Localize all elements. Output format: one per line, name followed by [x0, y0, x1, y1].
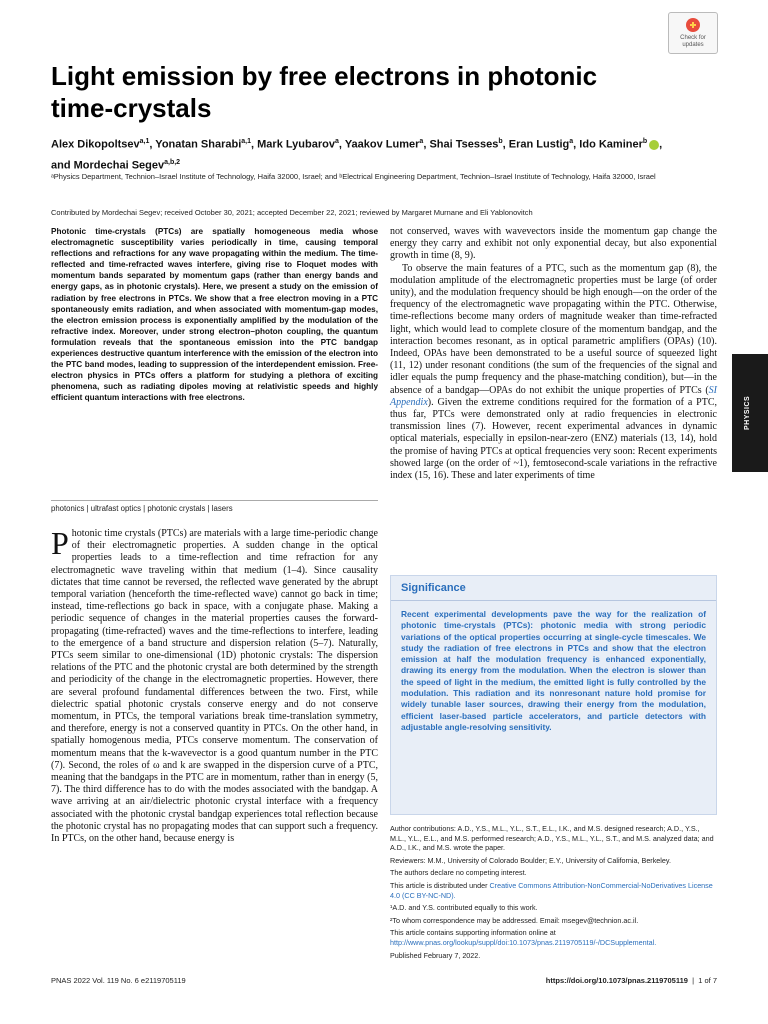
section-tab: [732, 354, 768, 472]
keywords-text: photonics | ultrafast optics | photonic crystals | lasers: [51, 504, 233, 513]
drop-cap: P: [51, 525, 69, 561]
competing-interest: The authors declare no competing interest.: [390, 868, 527, 878]
significance-divider: [391, 600, 716, 601]
check-updates-icon: [685, 17, 701, 33]
license-note: This article is distributed under Creative Commons Attribution-NonCommercial-NoDerivatives License 4.0 (CC BY-NC-ND).: [390, 880, 713, 900]
keywords: [51, 498, 378, 514]
author-name[interactable]: Mark Lyubarov: [257, 138, 335, 151]
abstract: Photonic time-crystals (PTCs) are spatially homogeneous media whose electromagnetic susceptibility varies periodically in time, causing temporal reflections and refractions for any wave propagating within the medium. The time-reflected and time-refracted waves interfere, giving rise to Floquet modes with momentum bands separated by momentum gaps (rather than energy bands and energy gaps, as in photonic crystals). Here, we present a study on the emission of radiation by free electrons in PTCs. We show that a free electron moving in a PTC spontaneously emits radiation, and when associated with momentum-gap modes, the electron emission process is exponentially amplified by the modulation of the refractive index. Moreover, under strong electron–photon coupling, the quantum formulation reveals that the spontaneous emission into the PTC bandgap experiences destructive quantum interference with the emission of the electron into the PTC band modes, leading to suppression of the interdependent emission. Free-electron physics in PTCs offers a platform for studying a plethora of exciting phenomena, such as radiating dipoles moving at relativistic speeds and highly efficient quantum interactions with free electrons.: [51, 227, 378, 403]
doi-link[interactable]: https://doi.org/10.1073/pnas.2119705119: [545, 976, 688, 985]
significance-text: Recent experimental developments pave the way for the realization of photonic time-crystals (PTCs): photonic media with strong periodic variations of the optical properties occurring at single-cycle timescales. We study the radiation of free electrons in PTCs and show that the electron emission at half the modulation frequency is enhanced exponentially, drawing its energy from the modulation. When the electron is slower than the speed of light in the medium, the emitted light is fully controlled by the modulation. This radiation and its nonresonant nature hold promise for widely tunable laser sources, drawing their energy from the modulation, efficient laser-based particle accelerators, and particle detectors with adjustable angle-resolving sensitivity.: [401, 609, 706, 732]
check-for-updates-badge[interactable]: [668, 12, 718, 54]
reviewers: Reviewers: M.M., University of Colorado Boulder; E.Y., University of California, Berkeley.: [390, 855, 671, 865]
intro-paragraph: hotonic time crystals (PTCs) are materials with a large time-periodic change of their electromagnetic properties. A sudden change in the optical properties leads to a time-reflection and time refraction for any electromagnetic wave traveling within that medium (1–4). Since causality dictates that time cannot be reversed, the reflected wave generated by the abrupt temporal variation (henceforth the time-reflected wave) cannot go back in time; instead, time-reflections go back in space, with a conjugate phase. Making a periodic sequence of changes in the material properties causes the forward-propagating (time-refracted) waves and the time-reflections to interfere, leading to the emergence of a band structure and dispersion relation (5–7). Naturally, PTCs seem similar to one-dimensional (1D) photonic crystals: The dispersion relations of the PTC and the photonic crystal are both determined by the strength and periodicity of the change in the electromagnetic properties. However, there are several profound fundamental differences between the two. First, while dielectric spatial photonic crystals conserve energy and do not conserve momentum, in PTCs, the temporal variations break time-translation symmetry, and therefore, energy is not a conserved quantity in PTCs. On the other hand, in spatially homogenous media, PTCs conserve momentum. The conservation of momentum means that the k-wavevector is a good quantum number in the PTC (7). Second, the roles of ω and k are swapped in the dispersion curve of a PTC, meaning that the bandgaps in the PTC are in momentum, rather than in energy (5, 7). The third difference has to do with the modes associated with the bandgap. A wave arriving at an air/dielectric photonic crystal interface with a frequency associated with the photonic crystal bandgap experiences total reflection because the photonic crystal has no propagating modes that can support such a frequency. In PTCs, on the other hand, because energy is: [51, 528, 378, 845]
author-list: Alex Dikopoltsev$^{a,1}$, Yonatan Sharabi$^{a,1}$, Mark Lyubarov$^a$, Yaakov Lumer$^a$, Shai Tsesses$^b$, Eran Lustig$^a$, Ido Kaminer$^b$ , and Mordechai Segev$^{a,b,2}$: [51, 138, 663, 172]
supporting-info-link[interactable]: http://www.pnas.org/lookup/suppl/doi:10.1073/pnas.2119705119/-/DCSupplemental.: [390, 937, 657, 947]
paragraph-continued: not conserved, waves with wavevectors inside the momentum gap change the energy they carry and exhibit not only exponential decay, but also exponential growth in time (8, 9).: [390, 226, 717, 262]
footer-right: https://doi.org/10.1073/pnas.2119705119 | 1 of 7: [545, 976, 717, 985]
si-appendix-link[interactable]: SI Appendix: [390, 384, 717, 408]
affiliations: ᵃPhysics Department, Technion–Israel Institute of Technology, Haifa 32000, Israel; and ᵇElectrical Engineering Department, Technion–Israel Institute of Technology, Haifa 32000, Israel: [51, 172, 656, 181]
page-number: 1 of 7: [698, 976, 717, 985]
equal-contribution: ¹A.D. and Y.S. contributed equally to this work.: [390, 903, 538, 913]
significance-title: Significance: [401, 582, 466, 594]
author-name[interactable]: Mordechai Segev: [73, 159, 165, 172]
paragraph-ptc-features: To observe the main features of a PTC, such as the momentum gap (8), the modulation amplitude of the electromagnetic properties must be large (of order unity), and the modulation frequency should be high enough—on the order of the frequency of the electromagnetic wave propagating within the PTC. Otherwise, time-reflections become many orders of magnitude weaker than time-refracted light, which would lead to complete closure of the momentum bandgap, and the interaction becomes resonant, as in optical parametric amplifiers (OPAs) (10). Indeed, OPAs have been demonstrated to be a useful source of squeezed light (11, 12) under resonant conditions (the sum of the frequencies of the signal and idler equals the pump frequency and the phase-matching condition), but—in the absence of a bandgap—OPAs do not exhibit the unique properties of PTCs (SI Appendix). Given the extreme conditions required for the formation of a PTC, thus far, PTCs were demonstrated only at radio frequencies in electronic transmission lines (7). However, recent experimental advances in dynamic optical materials, especially in epsilon-near-zero (ENZ) materials (13, 14), hold the promise of having PTCs at optical frequencies very soon: Recent experiments showed large (on the order of ~1), femtosecond-scale variations in the refractive index (15, 16). These and later experiments of time: [390, 262, 717, 482]
journal-citation: PNAS 2022 Vol. 119 No. 6 e2119705119: [51, 976, 186, 985]
article-notes: [390, 824, 717, 963]
supporting-info: This article contains supporting information online at http://www.pnas.org/lookup/suppl/doi:10.1073/pnas.2119705119/-/DCSupplemental.: [390, 928, 657, 947]
article-title: Light emission by free electrons in photonic time-crystals: [51, 61, 598, 123]
body-column-left: [51, 525, 378, 845]
significance-box: [390, 575, 717, 815]
author-name[interactable]: Alex Dikopoltsev: [51, 138, 140, 151]
keywords-divider: [51, 500, 378, 501]
author-contributions: Author contributions: A.D., Y.S., M.L., Y.L., S.T., E.L., I.K., and M.S. designed research; A.D., Y.S., M.L., Y.L., E.L., and M.S. performed research; A.D., Y.S., M.L., Y.L., S.T., and M.S. analyzed data; and A.D., I.K., and M.S. wrote the paper.: [390, 824, 714, 853]
author-name[interactable]: Ido Kaminer: [579, 138, 643, 151]
license-link[interactable]: Creative Commons Attribution-NonCommercial-NoDerivatives License 4.0 (CC BY-NC-ND).: [390, 880, 713, 900]
author-name[interactable]: Eran Lustig: [508, 138, 570, 151]
section-tab-label: PHYSICS: [744, 395, 751, 430]
check-updates-label: Check for updates: [680, 35, 706, 48]
body-column-right: [390, 226, 717, 482]
published-date: Published February 7, 2022.: [390, 950, 481, 960]
author-name[interactable]: Yaakov Lumer: [344, 138, 420, 151]
author-name[interactable]: Shai Tsesses: [429, 138, 499, 151]
correspondence: ²To whom correspondence may be addressed. Email: msegev@technion.ac.il.: [390, 915, 639, 925]
contribution-line: Contributed by Mordechai Segev; received October 30, 2021; accepted December 22, 2021; reviewed by Margaret Murnane and Eli Yablonovitch: [51, 208, 533, 217]
orcid-icon[interactable]: [649, 140, 659, 150]
author-name[interactable]: Yonatan Sharabi: [155, 138, 242, 151]
